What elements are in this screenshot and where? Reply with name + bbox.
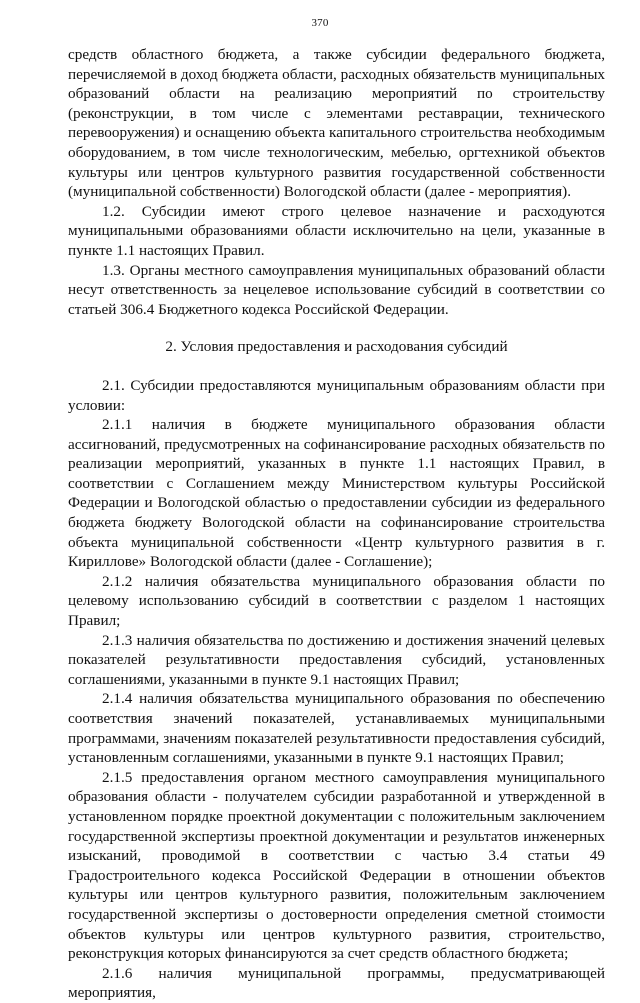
paragraph-2-1: 2.1. Субсидии предоставляются муниципальным образованиям области при условии: bbox=[68, 376, 605, 414]
paragraph-2-1-6: 2.1.6 наличия муниципальной программы, предусматривающей мероприятия, bbox=[68, 964, 605, 1002]
paragraph-1-2: 1.2. Субсидии имеют строго целевое назначение и расходуются муниципальными образованиями области исключительно на цели, указанные в пункте 1.1 настоящих Правил. bbox=[68, 202, 605, 259]
paragraph-2-1-3: 2.1.3 наличия обязательства по достижению и достижения значений целевых показателей результативности предоставления субсидий, установленных соглашениями, указанными в пункте 9.1 настоящих Правил; bbox=[68, 631, 605, 688]
paragraph-2-1-5: 2.1.5 предоставления органом местного самоуправления муниципального образования области - получателем субсидии разработанной и утвержденной в установленном порядке проектной документации с положительным заключением государственной экспертизы проектной документации и результатов инженерных изысканий, проводимой в соответствии с частью 3.4 статьи 49 Градостроительного кодекса Российской Федерации в отношении объектов культуры или центров культурного развития, положительным заключением государственной экспертизы о достоверности определения сметной стоимости объектов культуры или центров культурного развития, строительство, реконструкция которых финансируются за счет средств областного бюджета; bbox=[68, 768, 605, 963]
paragraph-continuation: средств областного бюджета, а также субсидии федерального бюджета, перечисляемой в доход бюджета области, расходных обязательств муниципальных образований области на реализацию мероприятий по строительству (реконструкции, в том числе с элементами реставрации, технического перевооружения) и оснащению объекта капитального строительства необходимым оборудованием, в том числе технологическим, мебелью, оргтехникой объектов культуры или центров культурного развития государственной собственности (муниципальной собственности) Вологодской области (далее - мероприятия). bbox=[68, 46, 605, 201]
paragraph-1-3: 1.3. Органы местного самоуправления муниципальных образований области несут ответственность за нецелевое использование субсидий в соответствии со статьей 306.4 Бюджетного кодекса Российской Федерации. bbox=[68, 261, 605, 318]
paragraph-2-1-2: 2.1.2 наличия обязательства муниципального образования области по целевому использованию субсидий в соответствии с разделом 1 настоящих Правил; bbox=[68, 572, 605, 630]
section-2-title: 2. Условия предоставления и расходования субсидий bbox=[165, 338, 508, 356]
paragraph-2-1-1: 2.1.1 наличия в бюджете муниципального образования области ассигнований, предусмотренных на софинансирование расходных обязательств по реализации мероприятий, указанных в пункте 1.1 настоящих Правил, в соответствии с Соглашением между Министерством культуры Российской Федерации и Вологодской областью о предоставлении субсидии из федерального бюджета бюджету Вологодской области на софинансирование строительства объекта муниципальной собственности «Центр культурного развития в г. Кириллове» Вологодской области (далее - Соглашение); bbox=[68, 416, 605, 571]
page-number: 370 bbox=[311, 17, 329, 29]
document-body bbox=[68, 45, 605, 1003]
paragraph-2-1-4: 2.1.4 наличия обязательства муниципального образования по обеспечению соответствия значений показателей, устанавливаемых муниципальными программами, значениям показателей результативности предоставления субсидий, установленным соглашениями, указанными в пункте 9.1 настоящих Правил; bbox=[68, 690, 605, 767]
